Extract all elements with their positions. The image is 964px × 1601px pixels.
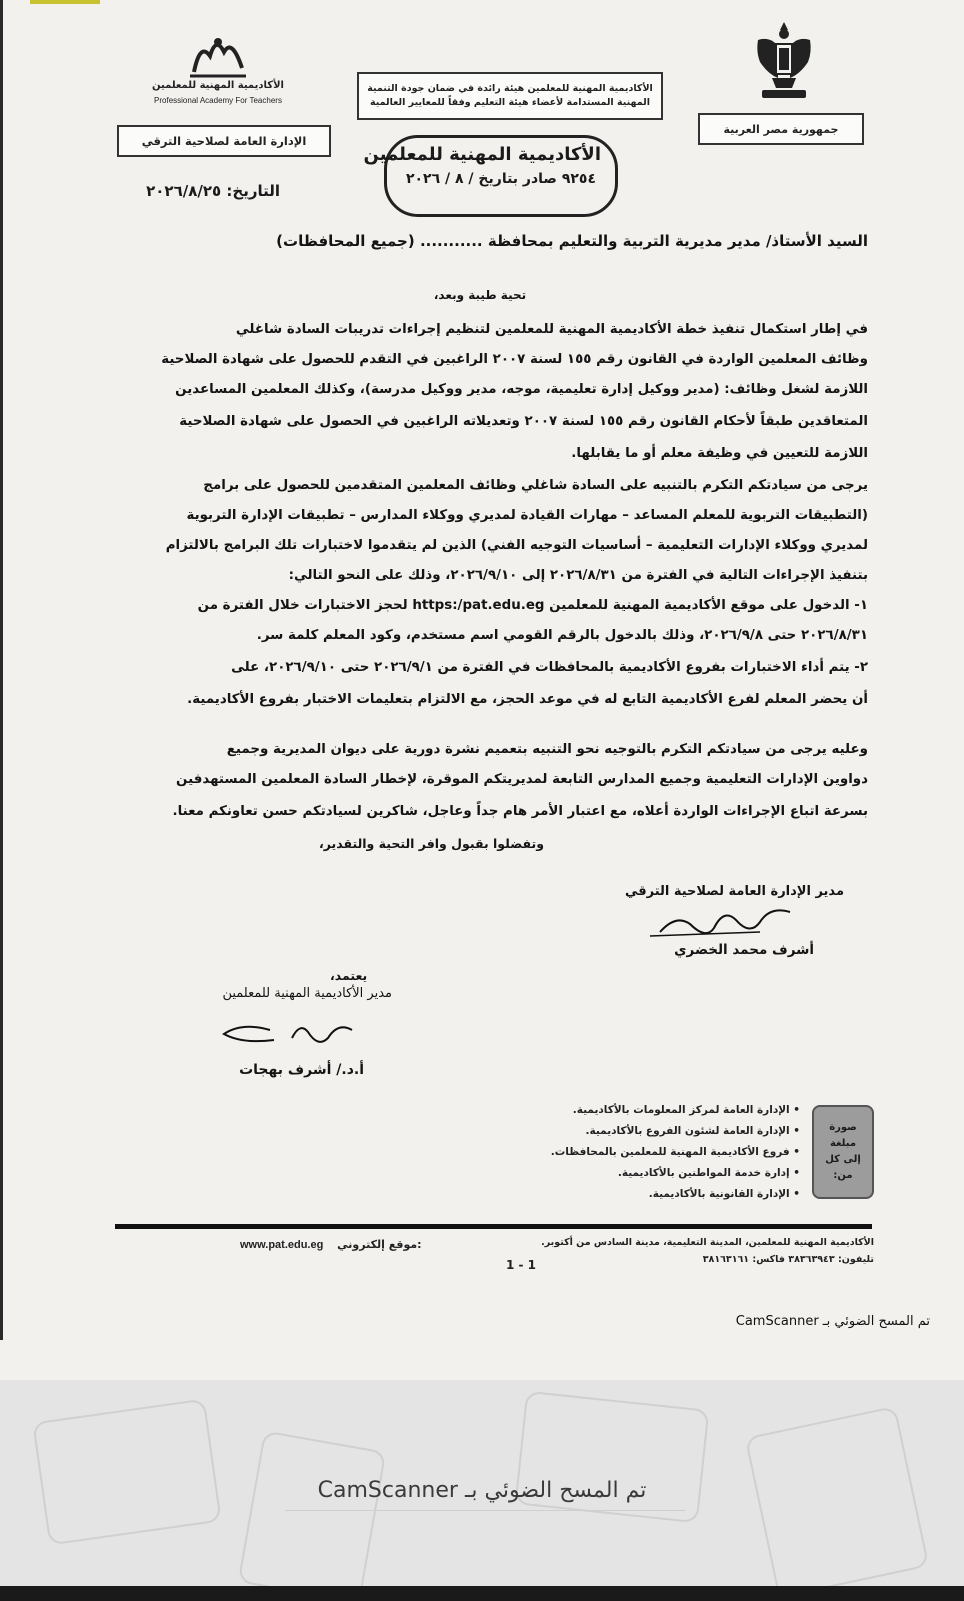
footer-address: الأكاديمية المهنية للمعلمين، المدينة التعليمية، مدينة السادس من أكتوبر. (541, 1237, 874, 1248)
watermark-sketch (238, 1430, 387, 1601)
scan-edge-top (30, 0, 100, 4)
cc-item: • الإدارة القانونية بالأكاديمية. (648, 1188, 800, 1200)
footer-website-line (240, 1238, 422, 1251)
body-line: ٢٠٢٦/٨/٣١ حتى ٢٠٢٦/٩/٨، وذلك بالدخول بالرقم القومي اسم مستخدم، وكود المعلم كلمة سر. (256, 628, 868, 643)
body-line: بسرعة اتباع الإجراءات الواردة أعلاه، مع اعتبار الأمر هام جداً وعاجل، شاكرين لسيادتكم حسن تعاونكم معنا. (172, 804, 868, 819)
egypt-eagle-emblem-icon (752, 18, 816, 102)
greeting: تحية طيبة وبعد، (433, 288, 527, 302)
signature-left-title: مدير الأكاديمية المهنية للمعلمين (222, 986, 392, 1001)
watermark-sketch (515, 1391, 710, 1524)
signature-left-name: أ.د./ أشرف بهجات (239, 1062, 364, 1078)
addressee: السيد الأستاذ/ مدير مديرية التربية والتعليم بمحافظة ........... (جميع المحافظات) (276, 232, 868, 250)
body-line: لمديري ووكلاء الإدارات التعليمية – أساسيات التوجيه الفني) الذين لم يتقدموا لاختبارات تلك البرامج بالالتزام (165, 538, 868, 553)
watermark-bottom-bar (0, 1586, 964, 1601)
outgoing-stamp (363, 135, 618, 217)
body-line: وظائف المعلمين الواردة في القانون رقم ١٥٥ لسنة ٢٠٠٧ الراغبين في التقدم للحصول على شهادة الصلاحية (161, 352, 868, 367)
stamp-line-1: الأكاديمية المهنية للمعلمين (363, 144, 601, 165)
copy-stamp-text: صورة مبلغة إلى كل من: (825, 1122, 861, 1181)
body-line: ٢- يتم أداء الاختبارات بفروع الأكاديمية بالمحافظات في الفترة من ٢٠٢٦/٩/١ حتى ٢٠٢٦/٩/١٠، على (231, 660, 868, 675)
body-line: في إطار استكمال تنفيذ خطة الأكاديمية المهنية للمعلمين لتنظيم إجراءات تدريبات السادة شاغلي (235, 322, 868, 337)
footer-rule (115, 1224, 872, 1229)
scan-edge (0, 0, 3, 1340)
department-label: الإدارة العامة لصلاحية الترقي (141, 134, 307, 148)
republic-label-box (698, 113, 864, 145)
camscanner-watermark-area (0, 1380, 964, 1601)
academy-motto: الأكاديمية المهنية للمعلمين هيئة رائدة في ضمان جودة التنمية المهنية المستدامة لأعضاء هيئة التعليم وفقاً للمعايير العالمية (367, 83, 653, 108)
cc-item: • إدارة خدمة المواطنين بالأكاديمية. (617, 1167, 800, 1179)
body-line: ١- الدخول على موقع الأكاديمية المهنية للمعلمين https:/pat.edu.eg لحجز الاختبارات خلال الفترة من (197, 598, 868, 613)
signature-left-mark-icon (212, 1016, 362, 1054)
cc-item: • فروع الأكاديمية المهنية للمعلمين بالمحافظات. (550, 1146, 800, 1158)
body-line: اللازمة لشغل وظائف: (مدير ووكيل إدارة تعليمية، موجه، مدير ووكيل مدرسة)، وكذلك المعلمين المساعدين (175, 382, 868, 397)
cc-item: • الإدارة العامة لشئون الفروع بالأكاديمية. (585, 1125, 800, 1137)
body-line: المتعاقدين طبقاً لأحكام القانون رقم ١٥٥ لسنة ٢٠٠٧ وتعديلاته الراغبين في الحصول على شهادة الصلاحية (179, 414, 868, 429)
signature-right-title: مدير الإدارة العامة لصلاحية الترقي (624, 884, 844, 899)
signature-right-name: أشرف محمد الخضري (674, 942, 814, 958)
department-box (117, 125, 331, 157)
body-line: أن يحضر المعلم لفرع الأكاديمية التابع له في موعد الحجز، مع الالتزام بتعليمات الاختبار بفروع الأكاديمية. (187, 692, 868, 707)
footer-phone: تليفون: ٣٨٣٦٣٩٤٣ فاكس: ٣٨١٦٣١٦١ (702, 1254, 874, 1265)
date-label: التاريخ: (226, 182, 280, 200)
copy-stamp (812, 1105, 874, 1199)
camscanner-caption-small: تم المسح الضوئي بـ CamScanner (735, 1314, 930, 1329)
signature-left-approve: يعتمد، (330, 968, 368, 983)
body-line: بتنفيذ الإجراءات التالية في الفترة من ٢٠٢٦/٨/٣١ إلى ٢٠٢٦/٩/١٠، وذلك على النحو التالي: (288, 568, 868, 583)
camscanner-caption-large: تم المسح الضوئي بـ CamScanner (317, 1478, 647, 1503)
academy-motto-box (357, 72, 663, 120)
stamp-line-2: ٩٢٥٤ صادر بتاريخ / ٨ / ٢٠٢٦ (405, 171, 597, 187)
body-line: اللازمة للتعيين في وظيفة معلم أو ما يقابلها. (571, 446, 868, 461)
body-line: يرجى من سيادتكم التكرم بالتنبيه على السادة شاغلي وظائف المعلمين المتقدمين للحصول على برامج (203, 478, 868, 493)
logo-caption: الأكاديمية المهنية للمعلمين (152, 80, 284, 91)
body-line: (التطبيقات التربوية للمعلم المساعد – مهارات القيادة لمديري ووكلاء المدارس – تطبيقات الإدارة التربوية (186, 508, 868, 523)
closing-line: وتفضلوا بقبول وافر التحية والتقدير، (319, 836, 544, 851)
date-value: ٢٠٢٦/٨/٢٥ (146, 182, 222, 200)
logo-caption-en: Professional Academy For Teachers (154, 96, 282, 105)
republic-label: جمهورية مصر العربية (723, 122, 839, 136)
body-line: دواوين الإدارات التعليمية وجميع المدارس التابعة لمديريتكم الموقرة، لإخطار السادة المعلمين المستهدفين (176, 772, 868, 787)
date-line (110, 182, 280, 200)
watermark-sketch (32, 1398, 222, 1545)
cc-item: • الإدارة العامة لمركز المعلومات بالأكاديمية. (572, 1104, 800, 1116)
body-line: وعليه يرجى من سيادتكم التكرم بالتوجيه نحو التنبيه بتعميم نشرة دورية على ديوان المديرية وجميع (226, 742, 868, 757)
academy-logo-icon (186, 32, 250, 80)
signature-right-mark-icon (640, 902, 800, 946)
footer-website-label: موقع إلكتروني: (337, 1238, 422, 1251)
watermark-divider (285, 1510, 685, 1511)
footer-website: www.pat.edu.eg (240, 1239, 324, 1251)
footer-page-number: 1 - 1 (506, 1258, 537, 1272)
